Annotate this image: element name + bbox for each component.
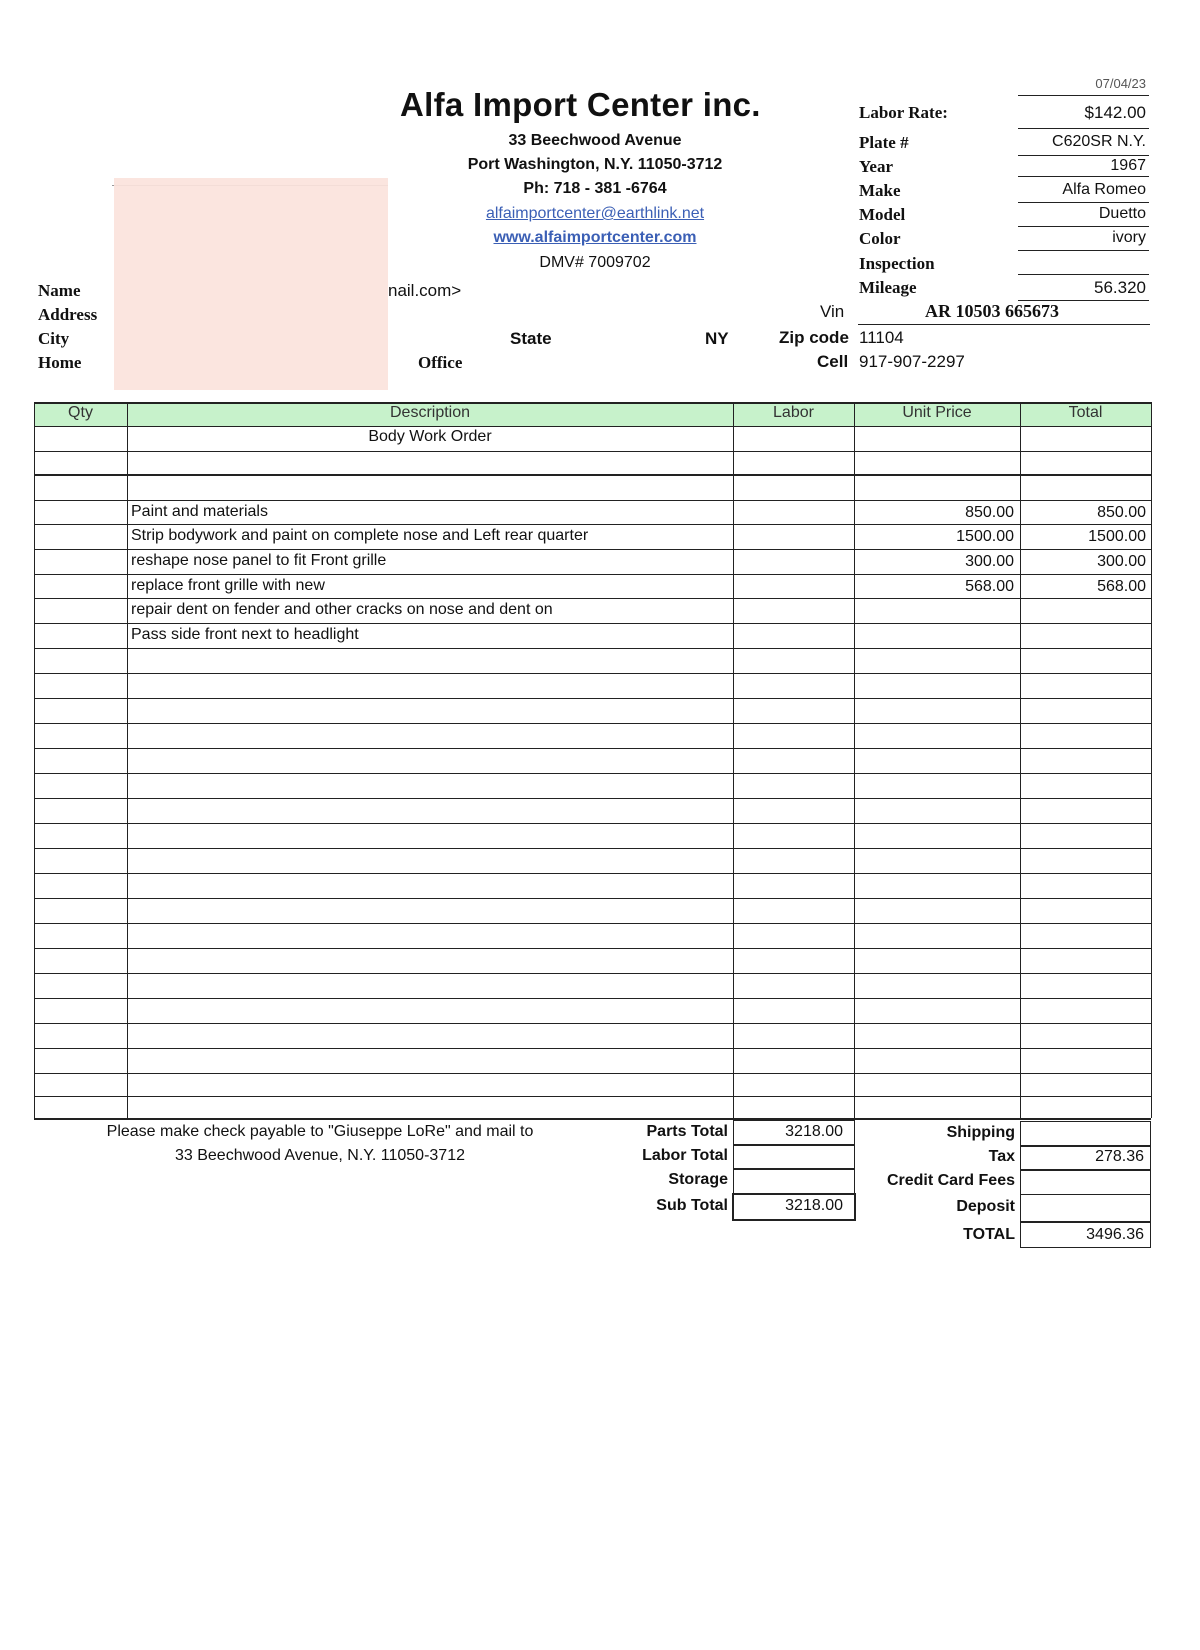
company-street: 33 Beechwood Avenue: [508, 132, 682, 149]
labor-total-label: Labor Total: [642, 1147, 728, 1164]
state-value: NY: [705, 329, 729, 348]
row-3-unit-price: 300.00: [965, 553, 1014, 570]
table-row-line: [34, 848, 1151, 849]
table-row-line: [34, 524, 1151, 525]
make-underline: [1018, 202, 1149, 203]
table-row-line: [34, 1073, 1151, 1074]
row-2-total: 1500.00: [1088, 528, 1146, 545]
table-row-line: [34, 673, 1151, 674]
parts-total-value: 3218.00: [785, 1123, 843, 1140]
vin-underline: [858, 324, 1150, 325]
shipping-box: [1020, 1121, 1151, 1147]
sub-total-label: Sub Total: [656, 1197, 728, 1214]
grand-total-label: TOTAL: [963, 1226, 1015, 1243]
company-name: Alfa Import Center inc.: [400, 86, 761, 123]
city-label: City: [38, 329, 70, 348]
payment-note-line-2: 33 Beechwood Avenue, N.Y. 11050-3712: [174, 1147, 465, 1164]
table-row-line: [34, 623, 1151, 624]
home-label: Home: [38, 353, 82, 372]
tax-label: Tax: [988, 1148, 1015, 1165]
table-row-line: [34, 923, 1151, 924]
office-label: Office: [418, 353, 463, 372]
table-row-line: [34, 773, 1151, 774]
table-row-line: [34, 500, 1151, 501]
labor-rate-value: $142.00: [1084, 103, 1146, 122]
table-row-line: [34, 698, 1151, 699]
table-row-line: [34, 898, 1151, 899]
zip-label: Zip code: [779, 328, 849, 347]
table-row-line: [34, 998, 1151, 999]
tax-value: 278.36: [1095, 1148, 1144, 1165]
customer-email-fragment: nail.com>: [388, 281, 462, 300]
table-column-line: [127, 402, 128, 1118]
row-3-total: 300.00: [1097, 553, 1146, 570]
row-2-description: Strip bodywork and paint on complete nose and Left rear quarter: [131, 527, 589, 544]
table-row-line: [34, 1118, 1151, 1120]
grand-total-value: 3496.36: [1086, 1226, 1144, 1243]
vin-value: AR 10503 665673: [925, 301, 1059, 321]
table-row-line: [34, 598, 1151, 599]
mileage-label: Mileage: [859, 278, 917, 297]
table-row-line: [34, 426, 1151, 427]
inspection-label: Inspection: [859, 254, 935, 273]
col-header-description: Description: [389, 404, 471, 421]
year-label: Year: [859, 157, 893, 176]
model-underline: [1018, 226, 1149, 227]
model-value: Duetto: [1098, 205, 1146, 222]
plate-label: Plate #: [859, 133, 909, 152]
plate-underline: [1018, 155, 1149, 156]
mileage-value: 56.320: [1094, 278, 1146, 297]
cell-value: 917-907-2297: [859, 352, 965, 371]
row-6-description: Pass side front next to headlight: [131, 626, 359, 643]
storage-box: [733, 1168, 855, 1194]
table-row-line: [34, 748, 1151, 749]
parts-total-label: Parts Total: [646, 1123, 728, 1140]
payment-note-line-1: Please make check payable to "Giuseppe LoRe" and mail to: [106, 1123, 534, 1140]
plate-value: C620SR N.Y.: [1052, 133, 1146, 150]
table-row-line: [34, 648, 1151, 649]
labor-rate-label: Labor Rate:: [859, 103, 948, 122]
company-city-line: Port Washington, N.Y. 11050-3712: [467, 156, 723, 173]
year-value: 1967: [1110, 157, 1146, 174]
labor-total-box: [733, 1144, 855, 1170]
table-row-line: [34, 798, 1151, 799]
deposit-box: [1020, 1194, 1151, 1222]
table-row-line: [34, 973, 1151, 974]
vin-label: Vin: [820, 302, 845, 321]
address-label: Address: [38, 305, 98, 324]
row-1-total: 850.00: [1097, 504, 1146, 521]
company-website-link[interactable]: www.alfaimportcenter.com: [493, 229, 697, 246]
company-dmv: DMV# 7009702: [539, 254, 651, 271]
table-row-line: [34, 1023, 1151, 1024]
model-label: Model: [859, 205, 906, 224]
col-header-labor: Labor: [773, 404, 814, 421]
table-row-line: [34, 475, 1151, 476]
color-underline: [1018, 250, 1149, 251]
deposit-label: Deposit: [956, 1198, 1015, 1215]
shipping-label: Shipping: [946, 1124, 1015, 1141]
date-value: 07/04/23: [1095, 76, 1146, 91]
row-4-description: replace front grille with new: [131, 577, 325, 594]
storage-label: Storage: [668, 1171, 728, 1188]
col-header-total: Total: [1068, 404, 1103, 421]
table-row-line: [34, 948, 1151, 949]
company-phone: Ph: 718 - 381 -6764: [523, 180, 667, 197]
col-header-qty: Qty: [68, 404, 93, 421]
table-column-line: [733, 402, 734, 1118]
table-row-line: [34, 451, 1151, 452]
row-0-description: Body Work Order: [368, 428, 492, 445]
table-column-line: [34, 402, 35, 1118]
table-row-line: [34, 873, 1151, 874]
row-2-unit-price: 1500.00: [956, 528, 1014, 545]
make-value: Alfa Romeo: [1062, 181, 1146, 198]
table-row-line: [34, 549, 1151, 550]
year-underline: [1018, 176, 1149, 177]
labor-rate-underline: [1018, 128, 1149, 129]
table-row-line: [34, 723, 1151, 724]
cell-label: Cell: [817, 352, 849, 371]
redacted-customer-info: [114, 178, 388, 390]
row-4-unit-price: 568.00: [965, 578, 1014, 595]
col-header-unit-price: Unit Price: [902, 404, 972, 421]
inspection-underline: [1018, 274, 1149, 275]
zip-value: 11104: [859, 328, 904, 347]
color-label: Color: [859, 229, 901, 248]
credit-card-fees-label: Credit Card Fees: [886, 1172, 1015, 1189]
table-row-line: [34, 1096, 1151, 1097]
color-value: ivory: [1112, 229, 1146, 246]
make-label: Make: [859, 181, 901, 200]
table-row-line: [34, 1048, 1151, 1049]
table-row-line: [34, 574, 1151, 575]
credit-card-fees-box: [1020, 1169, 1151, 1195]
table-column-line: [1151, 402, 1152, 1118]
date-underline: [1018, 95, 1149, 96]
sub-total-value: 3218.00: [785, 1197, 843, 1214]
table-row-line: [34, 823, 1151, 824]
state-label: State: [510, 329, 552, 348]
company-email-link[interactable]: alfaimportcenter@earthlink.net: [485, 205, 705, 222]
row-5-description: repair dent on fender and other cracks on nose and dent on: [131, 601, 553, 618]
row-4-total: 568.00: [1097, 578, 1146, 595]
name-label: Name: [38, 281, 81, 300]
row-1-description: Paint and materials: [131, 503, 268, 520]
row-1-unit-price: 850.00: [965, 504, 1014, 521]
row-3-description: reshape nose panel to fit Front grille: [131, 552, 387, 569]
